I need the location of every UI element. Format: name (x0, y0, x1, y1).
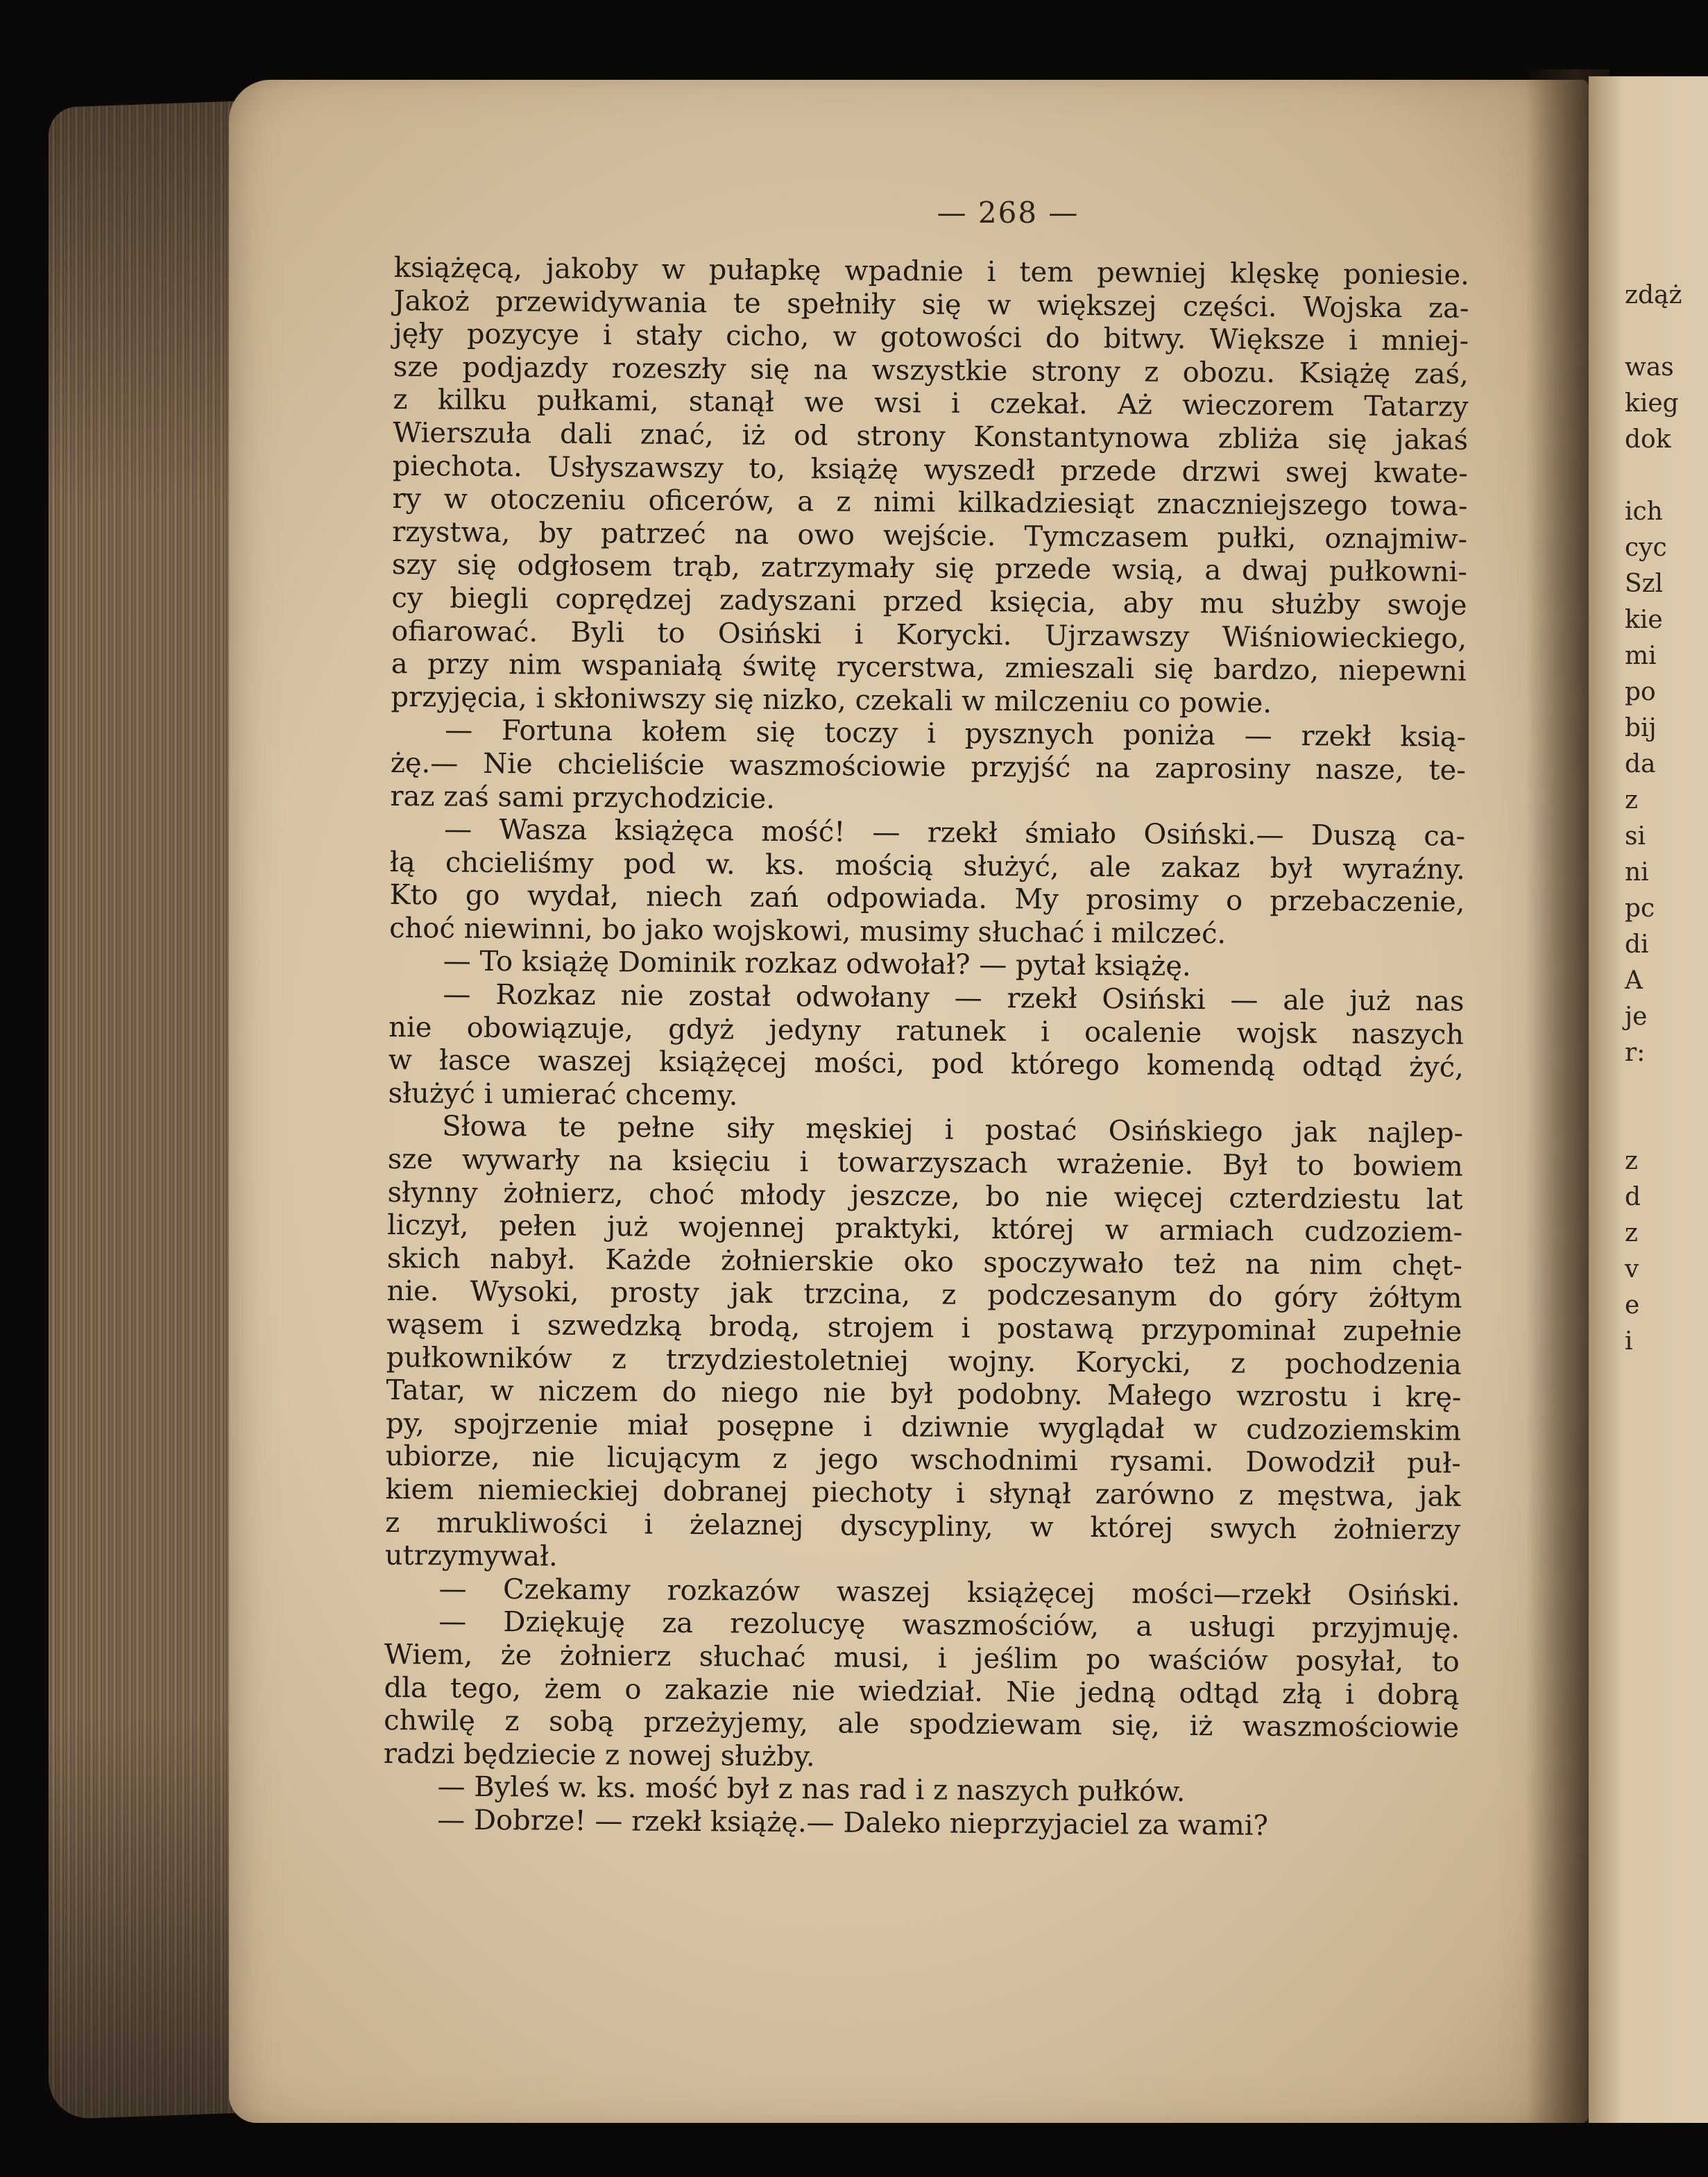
text-line: pułkowników z trzydziestoletniej wojny. Korycki, z pochodzenia (386, 1341, 1462, 1381)
text-line: słynny żołnierz, choć młody jeszcze, bo nie więcej czterdziestu lat (387, 1176, 1463, 1216)
text-line: chwilę z sobą przeżyjemy, ale spodziewam się, iż waszmościowie (384, 1705, 1460, 1744)
right-page-fragment: mi (1625, 642, 1657, 670)
text-line: jęły pozycye i stały cicho, w gotowości do bitwy. Większe i mniej- (393, 318, 1469, 358)
text-line: nie. Wysoki, prosty jak trzcina, z podczesanym do góry żółtym (386, 1275, 1462, 1315)
text-line: liczył, pełen już wojennej praktyki, której w armiach cudzoziem- (387, 1209, 1463, 1249)
text-line: w łasce waszej książęcej mości, pod którego komendą odtąd żyć, (388, 1044, 1464, 1084)
text-line: — Byleś w. ks. mość był z nas rad i z naszych pułków. (437, 1770, 1186, 1809)
right-page-fragment: d (1625, 1183, 1641, 1211)
text-line: py, spojrzenie miał posępne i dziwnie wyglądał w cudzoziemskim (386, 1407, 1462, 1447)
text-line: Wiem, że żołnierz słuchać musi, i jeślim po waściów posyłał, to (384, 1638, 1460, 1678)
page-text-block (383, 196, 1469, 1842)
body-text (383, 252, 1469, 1844)
text-line: ofiarować. Byli to Osiński i Korycki. Ujrzawszy Wiśniowieckiego, (391, 615, 1467, 655)
text-line: dla tego, żem o zakazie nie wiedział. Nie jedną odtąd złą i dobrą (384, 1671, 1460, 1711)
right-page-fragment: je (1625, 1002, 1648, 1031)
right-page-fragment: was (1625, 353, 1674, 382)
right-page-text-fragments (1625, 278, 1708, 1360)
right-page-fragment: di (1625, 930, 1649, 959)
text-line: raz zaś sami przychodzicie. (390, 780, 776, 815)
text-line: — Czekamy rozkazów waszej książęcej mości—rzekł Osiński. (438, 1573, 1460, 1612)
right-page-fragment: cyc (1625, 533, 1667, 562)
right-page-fragment: si (1625, 822, 1646, 851)
text-line: wąsem i szwedzką brodą, strojem i postawą przypominał zupełnie (386, 1308, 1462, 1348)
right-page-fragment: A (1625, 966, 1643, 995)
right-page-fragment: Szl (1625, 570, 1664, 598)
text-line: — Wasza książęca mość! — rzekł śmiało Osiński.— Duszą ca- (444, 813, 1466, 853)
right-page-fragment: kieg (1625, 389, 1679, 418)
right-page-fragment: zdąż (1625, 281, 1682, 309)
right-page-fragment: ich (1625, 497, 1663, 526)
text-line: książęcą, jakoby w pułapkę wpadnie i tem pewniej klęskę poniesie. (393, 252, 1469, 291)
right-page-fragment: po (1625, 678, 1656, 706)
text-line: żę.— Nie chcieliście waszmościowie przyjść na zaprosiny nasze, te- (390, 746, 1466, 787)
text-line: Jakoż przewidywania te spełniły się w większej części. Wojska za- (393, 284, 1469, 325)
right-page-fragment: dok (1625, 425, 1671, 454)
right-page-fragment: i (1625, 1327, 1633, 1356)
text-line: łą chcieliśmy pod w. ks. mością służyć, ale zakaz był wyraźny. (389, 846, 1465, 886)
text-line: służyć i umierać chcemy. (388, 1077, 738, 1112)
right-page-fragment: da (1625, 750, 1656, 778)
right-page-fragment: ni (1625, 858, 1649, 887)
page-edge-stack (49, 101, 257, 2119)
right-page-fragment: z (1625, 786, 1638, 814)
right-page-fragment (1625, 458, 1708, 494)
right-page-fragment: pc (1625, 894, 1655, 923)
right-page-fragment: r: (1625, 1039, 1646, 1067)
text-line: ubiorze, nie licującym z jego wschodnimi rysami. Dowodził puł- (385, 1440, 1462, 1480)
text-line: a przy nim wspaniałą świtę rycerstwa, zmieszali się bardzo, niepewni (391, 648, 1467, 688)
right-page-fragment: bij (1625, 714, 1657, 742)
text-line: — Dziękuję za rezolucyę waszmościów, a usługi przyjmuję. (438, 1605, 1460, 1646)
text-line: Słowa te pełne siły męskiej i postać Osińskiego jak najlep- (442, 1110, 1464, 1150)
text-line: sze wywarły na księciu i towarzyszach wrażenie. Był to bowiem (387, 1143, 1463, 1183)
text-line: Wierszuła dali znać, iż od strony Konstantynowa zbliża się jakaś (393, 416, 1469, 456)
text-line: — Rozkaz nie został odwołany — rzekł Osiński — ale już nas (443, 978, 1464, 1018)
right-page-fragment (1625, 1071, 1708, 1107)
text-line: — To książę Dominik rozkaz odwołał? — pytał książę. (443, 945, 1191, 983)
page-number: — 268 — (937, 196, 1079, 230)
right-page-fragment: z (1625, 1147, 1638, 1175)
text-line: — Dobrze! — rzekł książę.— Daleko nieprzyjaciel za wami? (437, 1804, 1269, 1842)
right-page-fragment: e (1625, 1291, 1640, 1320)
text-line: radzi będziecie z nowej służby. (383, 1737, 815, 1773)
text-line: piechota. Usłyszawszy to, książę wyszedł przede drzwi swej kwate- (392, 450, 1468, 490)
text-line: szy się odgłosem trąb, zatrzymały się przede wsią, a dwaj pułkowni- (391, 549, 1467, 589)
text-line: — Fortuna kołem się toczy i pysznych poniża — rzekł ksią- (445, 714, 1467, 754)
right-page-fragment (1625, 1107, 1708, 1143)
text-line: rzystwa, by patrzeć na owo wejście. Tymczasem pułki, oznajmiw- (392, 515, 1468, 556)
right-page-fragment: z (1625, 1219, 1638, 1247)
text-line: Kto go wydał, niech zań odpowiada. My prosimy o przebaczenie, (389, 879, 1465, 919)
text-line: Tatar, w niczem do niego nie był podobny. Małego wzrostu i krę- (386, 1374, 1462, 1414)
text-line: utrzymywał. (384, 1539, 558, 1573)
text-line: skich nabył. Każde żołnierskie oko spoczywało też na nim chęt- (386, 1242, 1462, 1282)
text-line: ry w otoczeniu oficerów, a z nimi kilkadziesiąt znaczniejszego towa- (392, 483, 1468, 522)
right-page-fragment: kie (1625, 606, 1663, 634)
text-line: nie obowiązuje, gdyż jedyny ratunek i ocalenie wojsk naszych (388, 1011, 1464, 1051)
text-line: kiem niemieckiej dobranej piechoty i słynął zarówno z męstwa, jak (385, 1473, 1461, 1513)
text-line: z mrukliwości i żelaznej dyscypliny, w której swych żołnierzy (385, 1506, 1461, 1546)
text-line: przyjęcia, i skłoniwszy się nizko, czekali w milczeniu co powie. (391, 681, 1272, 719)
text-line: cy biegli coprędzej zadyszani przed księcia, aby mu służby swoje (391, 581, 1467, 622)
right-page-fragment (1625, 314, 1708, 350)
text-line: z kilku pułkami, stanął we wsi i czekał. Aż wieczorem Tatarzy (393, 384, 1469, 424)
text-line: choć niewinni, bo jako wojskowi, musimy słuchać i milczeć. (389, 912, 1227, 950)
text-line: sze podjazdy rozeszły się na wszystkie strony z obozu. Książę zaś, (393, 350, 1469, 391)
right-page-fragment: v (1625, 1255, 1639, 1283)
